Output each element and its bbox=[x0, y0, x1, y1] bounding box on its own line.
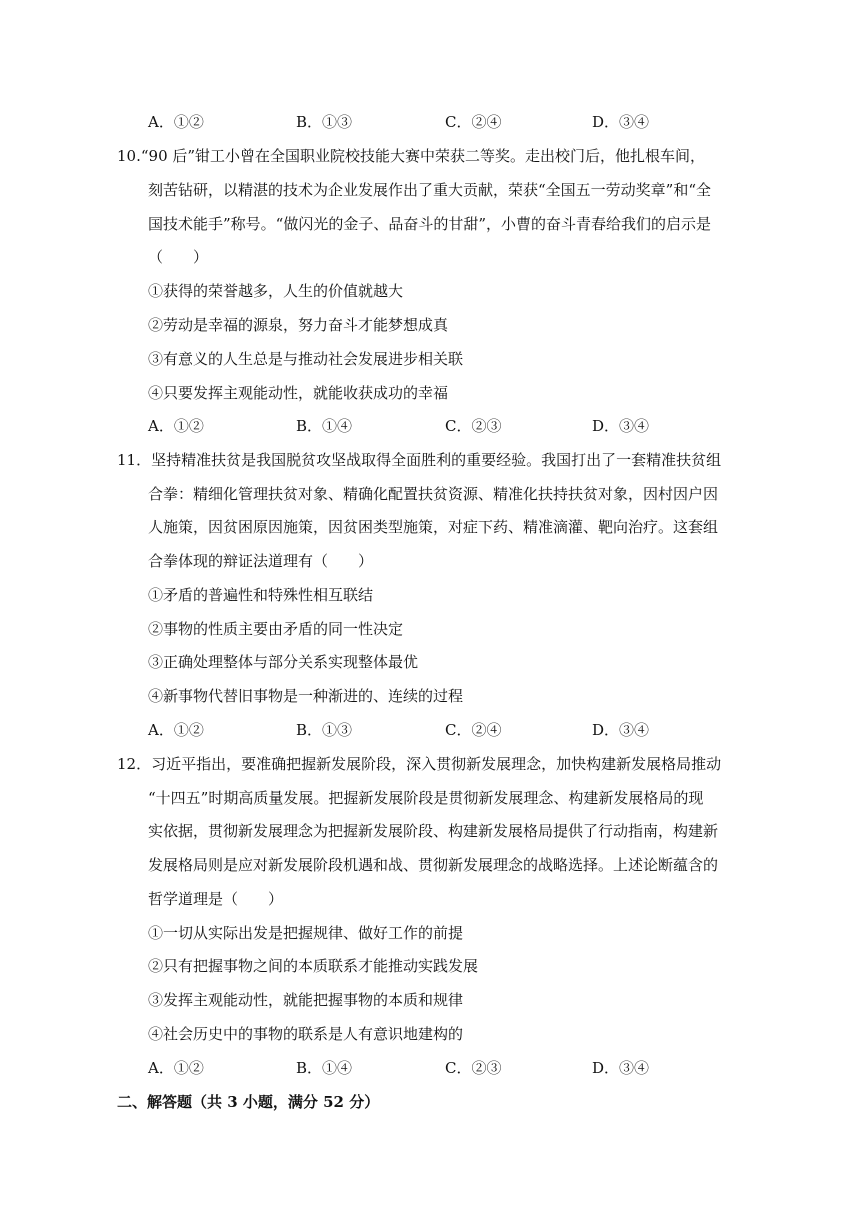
q11-statement-4: ④新事物代替旧事物是一种渐进的、连续的过程 bbox=[148, 687, 464, 705]
q11-statement-3: ③正确处理整体与部分关系实现整体最优 bbox=[148, 653, 419, 671]
q11-option-d[interactable]: D．③④ bbox=[592, 721, 650, 739]
q10-statement-1: ①获得的荣誉越多，人生的价值就越大 bbox=[148, 282, 404, 300]
q12-statement-3: ③发挥主观能动性，就能把握事物的本质和规律 bbox=[148, 991, 464, 1009]
q12-stem-line: 哲学道理是（ ） bbox=[148, 890, 284, 908]
q12-option-d[interactable]: D．③④ bbox=[592, 1059, 650, 1077]
q12-statement-4: ④社会历史中的事物的联系是人有意识地建构的 bbox=[148, 1025, 464, 1043]
q12-stem-line: 12．习近平指出，要准确把握新发展阶段，深入贯彻新发展理念，加快构建新发展格局推动 bbox=[117, 755, 722, 773]
q12-option-a[interactable]: A．①② bbox=[148, 1059, 204, 1077]
q11-stem-line: 人施策，因贫困原因施策，因贫困类型施策，对症下药、精准滴灌、靶向治疗。这套组 bbox=[148, 518, 719, 536]
q10-stem-line: （ ） bbox=[148, 248, 209, 266]
q10-statement-3: ③有意义的人生总是与推动社会发展进步相关联 bbox=[148, 350, 464, 368]
q10-stem-line: 10.“90 后”钳工小曾在全国职业院校技能大赛中荣获二等奖。走出校门后，他扎根车间， bbox=[117, 147, 706, 165]
q12-option-b[interactable]: B．①④ bbox=[296, 1059, 353, 1077]
q12-option-c[interactable]: C．②③ bbox=[445, 1059, 502, 1077]
q10-option-d[interactable]: D．③④ bbox=[592, 417, 650, 435]
q11-stem-line: 合拳：精细化管理扶贫对象、精确化配置扶贫资源、精准化扶持扶贫对象，因村因户因 bbox=[148, 485, 719, 503]
q10-stem-line: 刻苦钻研，以精湛的技术为企业发展作出了重大贡献，荣获“全国五一劳动奖章”和“全 bbox=[148, 181, 712, 199]
section-heading: 二、解答题（共 3 小题，满分 52 分） bbox=[117, 1093, 380, 1111]
q11-stem-line: 11．坚持精准扶贫是我国脱贫攻坚战取得全面胜利的重要经验。我国打出了一套精准扶贫组 bbox=[117, 451, 722, 469]
q12-statement-1: ①一切从实际出发是把握规律、做好工作的前提 bbox=[148, 924, 464, 942]
q10-statement-4: ④只要发挥主观能动性，就能收获成功的幸福 bbox=[148, 384, 449, 402]
q12-stem-line: “十四五”时期高质量发展。把握新发展阶段是贯彻新发展理念、构建新发展格局的现 bbox=[148, 789, 704, 807]
q10-option-c[interactable]: C．②③ bbox=[445, 417, 502, 435]
q9-option-b[interactable]: B．①③ bbox=[296, 113, 353, 131]
q11-option-a[interactable]: A．①② bbox=[148, 721, 204, 739]
q12-stem-line: 发展格局则是应对新发展阶段机遇和战、贯彻新发展理念的战略选择。上述论断蕴含的 bbox=[148, 856, 719, 874]
q9-options bbox=[148, 109, 768, 135]
q9-option-a[interactable]: A．①② bbox=[148, 113, 204, 131]
q10-option-b[interactable]: B．①④ bbox=[296, 417, 353, 435]
q11-stem-line: 合拳体现的辩证法道理有（ ） bbox=[148, 552, 374, 570]
q10-options bbox=[148, 413, 768, 439]
q11-statement-1: ①矛盾的普遍性和特殊性相互联结 bbox=[148, 586, 374, 604]
q12-options bbox=[148, 1055, 768, 1081]
q11-option-b[interactable]: B．①③ bbox=[296, 721, 353, 739]
q10-statement-2: ②劳动是幸福的源泉，努力奋斗才能梦想成真 bbox=[148, 316, 449, 334]
q12-statement-2: ②只有把握事物之间的本质联系才能推动实践发展 bbox=[148, 957, 479, 975]
q11-statement-2: ②事物的性质主要由矛盾的同一性决定 bbox=[148, 620, 404, 638]
q10-option-a[interactable]: A．①② bbox=[148, 417, 204, 435]
q10-stem-line: 国技术能手”称号。“做闪光的金子、品奋斗的甘甜”，小曹的奋斗青春给我们的启示是 bbox=[148, 215, 712, 233]
q11-option-c[interactable]: C．②④ bbox=[445, 721, 502, 739]
q9-option-d[interactable]: D．③④ bbox=[592, 113, 650, 131]
q11-options bbox=[148, 717, 768, 743]
q9-option-c[interactable]: C．②④ bbox=[445, 113, 502, 131]
q12-stem-line: 实依据，贯彻新发展理念为把握新发展阶段、构建新发展格局提供了行动指南，构建新 bbox=[148, 822, 719, 840]
